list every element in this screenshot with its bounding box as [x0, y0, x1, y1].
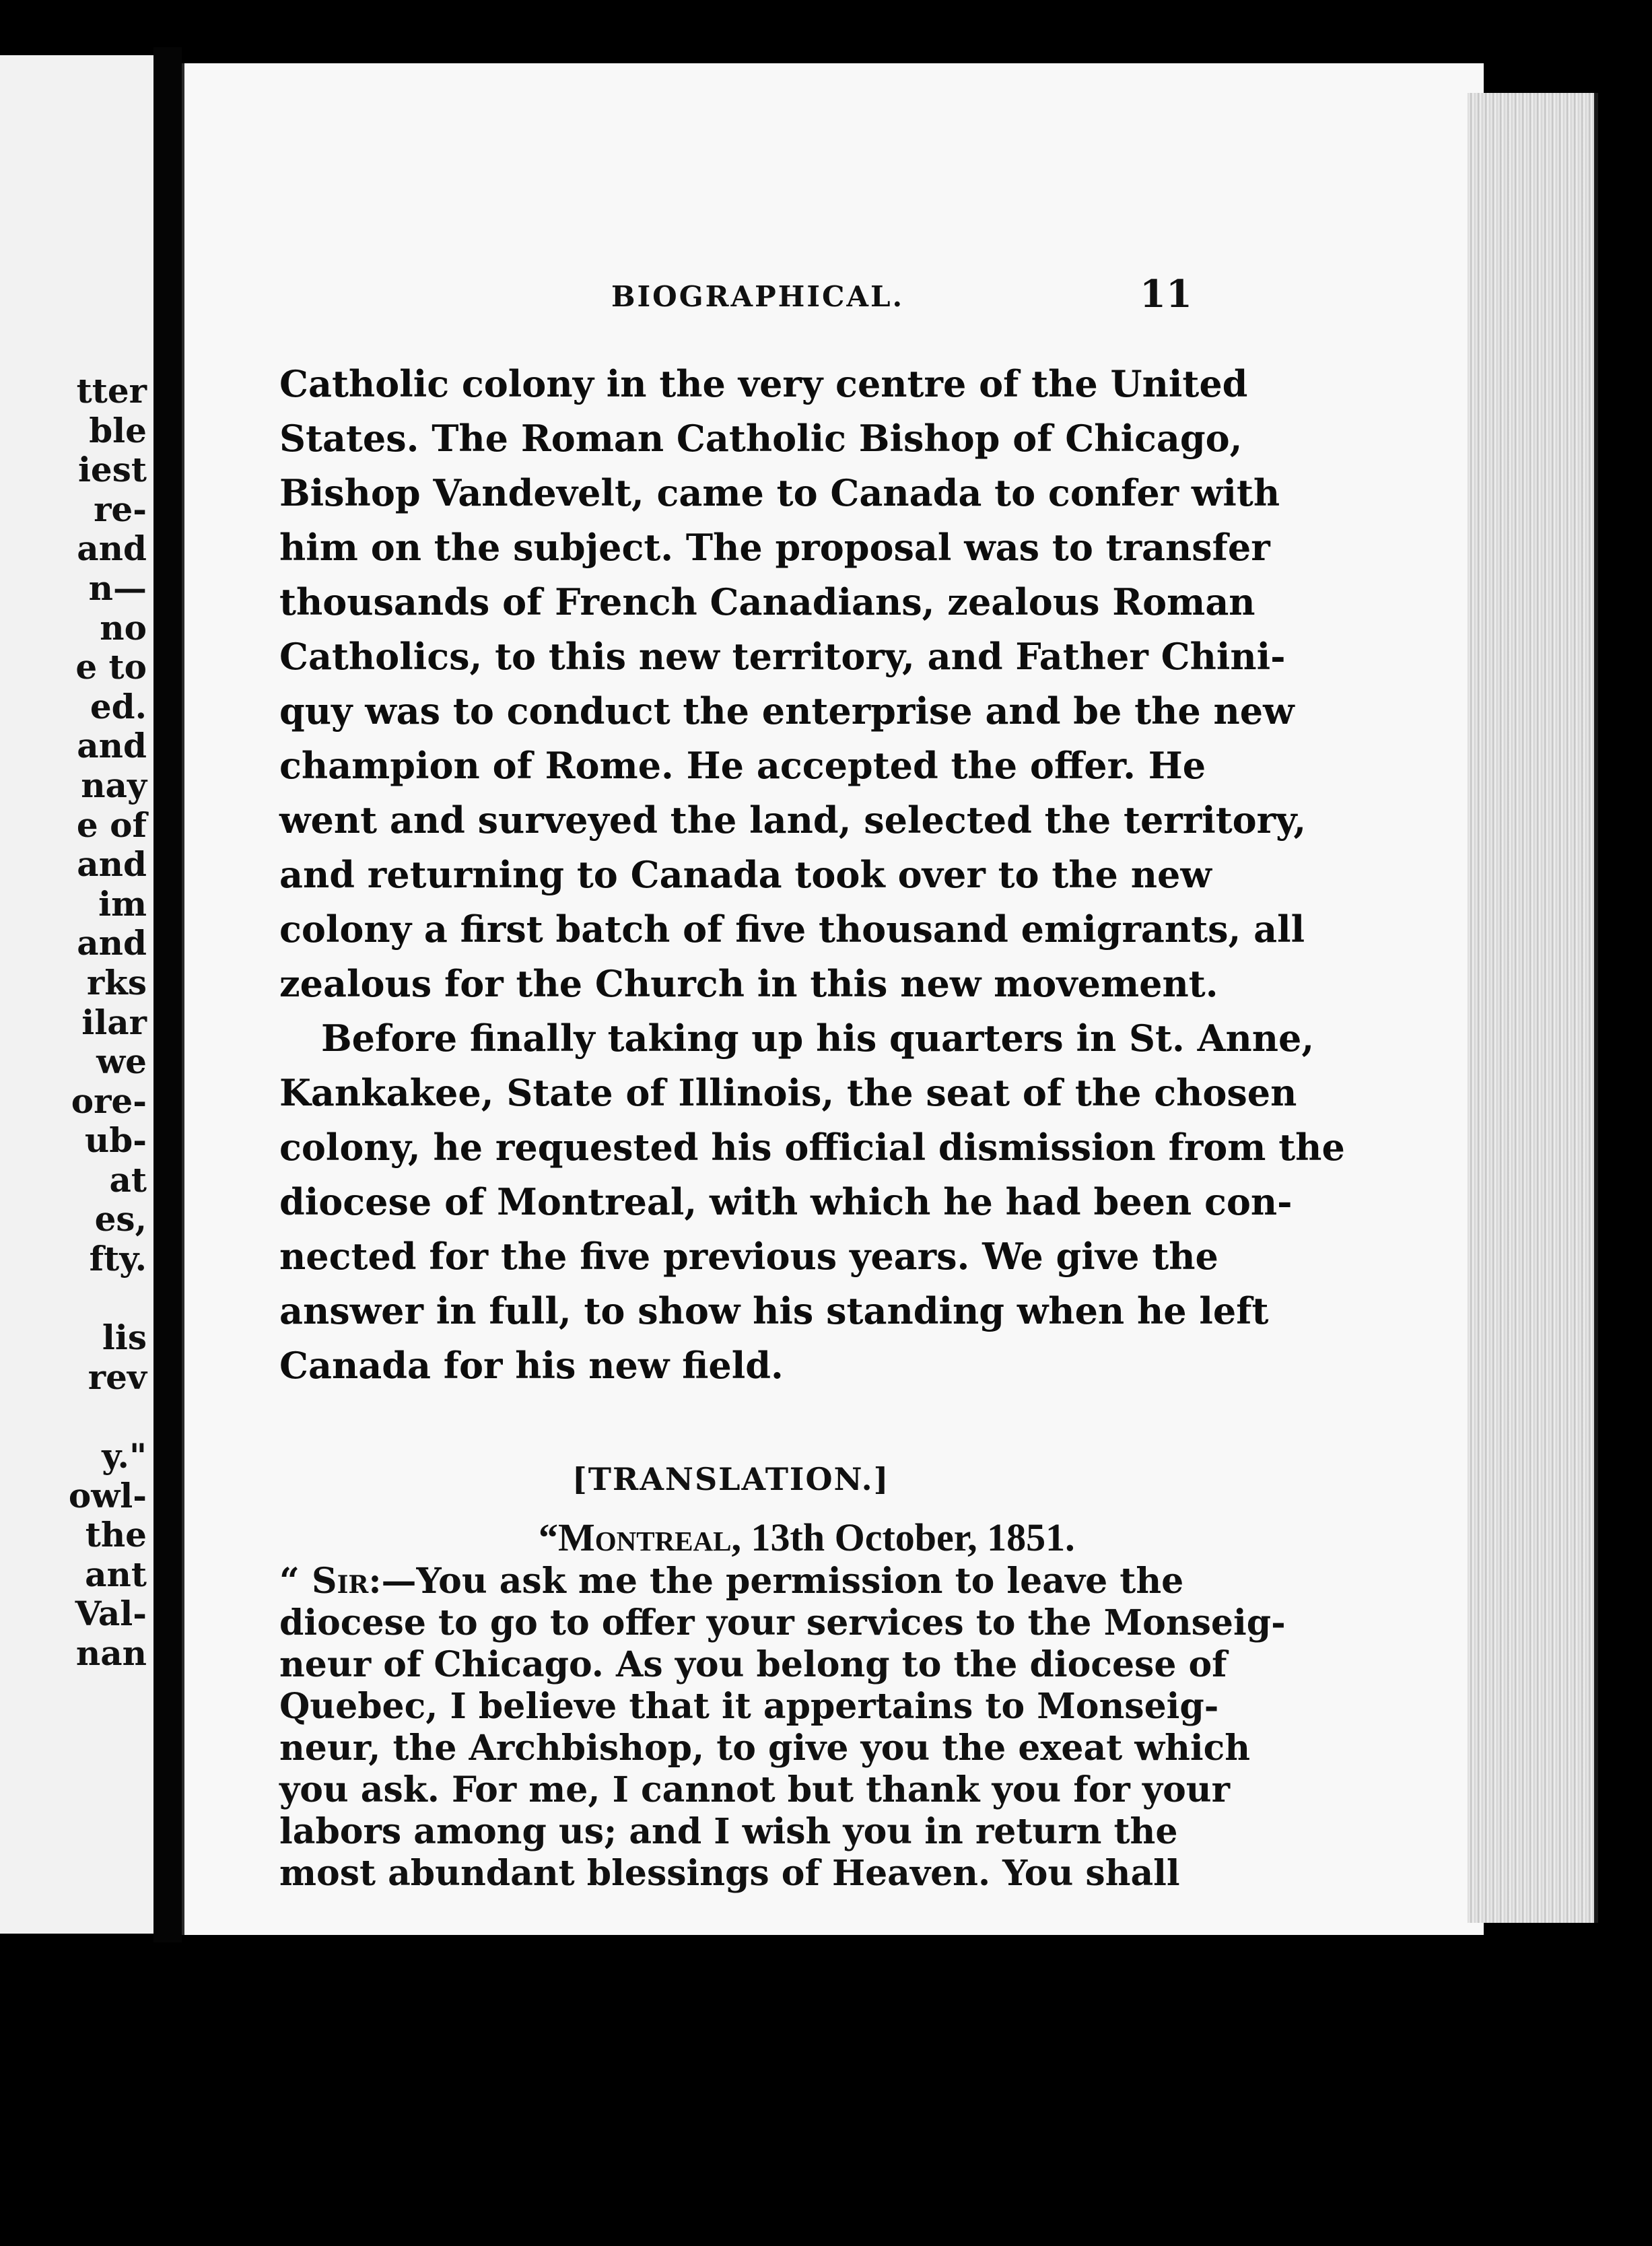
left-fragment: Val-: [75, 1594, 147, 1634]
left-fragment: lis: [102, 1318, 147, 1358]
page-block-edge: [1468, 93, 1598, 1923]
left-fragment: ant: [85, 1554, 147, 1594]
letter-line: labors among us; and I wish you in return the: [279, 1811, 1178, 1852]
text-line: Before finally taking up his quarters in St. Anne,: [321, 1017, 1315, 1060]
left-fragment: ore-: [71, 1081, 147, 1121]
left-fragment: nan: [75, 1633, 147, 1673]
left-fragment: and: [77, 529, 147, 569]
text-line: and returning to Canada took over to the new: [279, 853, 1212, 896]
text-line: champion of Rome. He accepted the offer. He: [279, 744, 1206, 787]
date-quote: “: [539, 1516, 558, 1559]
left-fragment: owl-: [68, 1475, 147, 1516]
letter-line: you ask. For me, I cannot but thank you for your: [279, 1769, 1230, 1810]
text-line: quy was to conduct the enterprise and be the new: [279, 689, 1295, 733]
left-fragment: e to: [75, 647, 147, 687]
left-fragment: rks: [86, 962, 147, 1002]
text-line: Canada for his new field.: [279, 1344, 784, 1387]
left-fragment: and: [77, 726, 147, 766]
text-line: him on the subject. The proposal was to transfer: [279, 526, 1270, 569]
text-line: Kankakee, State of Illinois, the seat of the chosen: [279, 1071, 1297, 1114]
text-line: colony a first batch of five thousand emigrants, all: [279, 908, 1305, 951]
left-fragment: re-: [94, 489, 147, 529]
date-city: Montreal,: [558, 1516, 742, 1559]
left-page-text-fragments: [69, 372, 147, 1674]
text-line: Catholic colony in the very centre of the United: [279, 362, 1248, 405]
left-fragment: rev: [88, 1357, 147, 1397]
letter-line: neur, the Archbishop, to give you the exeat which: [279, 1728, 1251, 1769]
left-fragment: and: [77, 844, 147, 885]
main-text: [279, 357, 1345, 1393]
text-line: nected for the five previous years. We give the: [279, 1235, 1218, 1278]
left-fragment: we: [96, 1042, 147, 1082]
text-line: diocese of Montreal, with which he had been con-: [279, 1180, 1293, 1223]
left-fragment: ilar: [81, 1002, 147, 1042]
translation-heading: [TRANSLATION.]: [572, 1461, 890, 1497]
text-line: Bishop Vandevelt, came to Canada to confer with: [279, 471, 1280, 514]
text-line: colony, he requested his official dismission from the: [279, 1126, 1345, 1169]
left-fragment: ub-: [84, 1120, 147, 1161]
text-line: States. The Roman Catholic Bishop of Chicago,: [279, 417, 1243, 460]
left-fragment: at: [109, 1159, 147, 1200]
left-fragment: e of: [76, 805, 147, 845]
book-gutter: [153, 47, 182, 1942]
left-fragment: fty.: [89, 1239, 147, 1279]
text-line: thousands of French Canadians, zealous Roman: [279, 580, 1255, 623]
left-fragment: no: [100, 607, 147, 648]
paragraph-1: [279, 357, 1307, 1011]
left-fragment: [69, 1397, 147, 1437]
left-fragment: im: [98, 883, 147, 924]
left-fragment: the: [85, 1515, 147, 1555]
left-fragment: ed.: [90, 686, 147, 726]
running-header: BIOGRAPHICAL.: [611, 280, 905, 313]
left-page-edge: [0, 55, 153, 1934]
letter-line: most abundant blessings of Heaven. You shall: [279, 1853, 1180, 1894]
left-fragment: es,: [94, 1199, 147, 1239]
left-fragment: iest: [77, 450, 147, 490]
letter-line: neur of Chicago. As you belong to the diocese of: [279, 1644, 1227, 1685]
text-line: Catholics, to this new territory, and Father Chini-: [279, 635, 1286, 678]
left-fragment: nay: [81, 765, 147, 805]
left-fragment: and: [77, 923, 147, 963]
letter-line: diocese to go to offer your services to the Monseig-: [279, 1602, 1286, 1643]
salutation: “ Sir:: [279, 1561, 382, 1602]
text-line: went and surveyed the land, selected the territory,: [279, 798, 1307, 842]
text-line: zealous for the Church in this new movement.: [279, 962, 1218, 1005]
page-number: 11: [1140, 272, 1192, 316]
left-fragment: y.": [102, 1436, 147, 1476]
date-rest: 13th October, 1851.: [741, 1516, 1075, 1559]
text-line: answer in full, to show his standing when he left: [279, 1289, 1269, 1332]
left-fragment: n—: [88, 568, 147, 608]
left-fragment: [69, 1279, 147, 1319]
letter-line: [279, 1561, 1184, 1602]
paragraph-2: [279, 1011, 1345, 1393]
letter-line: Quebec, I believe that it appertains to Monseig-: [279, 1686, 1219, 1727]
letter-line-text: —You ask me the permission to leave the: [381, 1561, 1184, 1602]
left-fragment: ble: [89, 410, 147, 450]
letter-body: [279, 1561, 1286, 1895]
left-fragment: tter: [76, 371, 147, 411]
letter-date: [539, 1515, 1075, 1560]
